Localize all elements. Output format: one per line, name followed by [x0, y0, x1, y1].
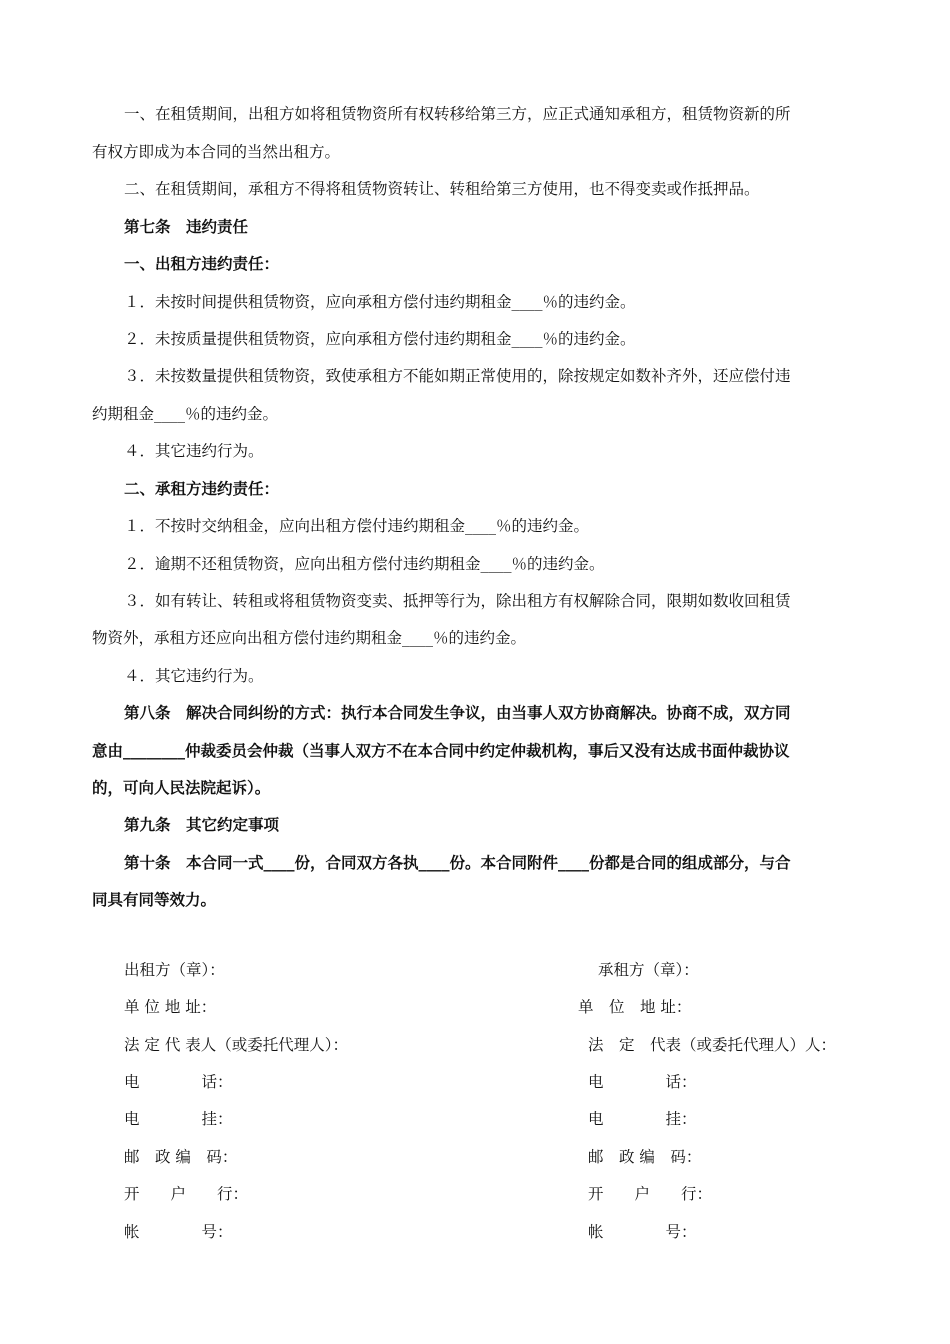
lessor-liability-item-4: ４．其它违约行为。	[124, 442, 264, 460]
lessor-liability-item-1: １．未按时间提供租赁物资，应向承租方偿付违约期租金____％的违约金。	[124, 293, 636, 311]
lessee-phone-label: 电 话：	[588, 1073, 697, 1091]
lessor-cable-label: 电 挂：	[124, 1110, 233, 1128]
article8-line-2: 意由________仲裁委员会仲裁（当事人双方不在本合同中约定仲裁机构，事后又没有达成书面仲裁协议	[92, 742, 790, 760]
article6-item-2: 二、在租赁期间，承租方不得将租赁物资转让、转租给第三方使用，也不得变卖或作抵押品。	[124, 180, 760, 198]
lessee-liability-item-1: １．不按时交纳租金，应向出租方偿付违约期租金____％的违约金。	[124, 517, 590, 535]
lessee-cable-label: 电 挂：	[588, 1110, 697, 1128]
lessor-liability-item-2: ２．未按质量提供租赁物资，应向承租方偿付违约期租金____％的违约金。	[124, 330, 636, 348]
lessor-account-label: 帐 号：	[124, 1223, 233, 1241]
lessee-account-label: 帐 号：	[588, 1223, 697, 1241]
lessee-representative-label: 法 定 代表（或委托代理人）人：	[588, 1036, 837, 1054]
lessor-postcode-label: 邮 政 编 码：	[124, 1148, 238, 1166]
lessor-representative-label: 法 定 代 表人（或委托代理人）：	[124, 1036, 349, 1054]
lessee-liability-item-2: ２．逾期不还租赁物资，应向出租方偿付违约期租金____％的违约金。	[124, 555, 605, 573]
article9-heading: 第九条 其它约定事项	[124, 816, 280, 834]
article8-line-3: 的，可向人民法院起诉）。	[92, 779, 271, 797]
lessor-party-label: 出租方（章）：	[124, 961, 225, 979]
lessor-liability-item-3-line-1: ３．未按数量提供租赁物资，致使承租方不能如期正常使用的，除按规定如数补齐外，还应偿付违	[124, 367, 791, 385]
lessee-party-label: 承租方（章）：	[598, 961, 699, 979]
article6-item-1-line-2: 有权方即成为本合同的当然出租方。	[92, 143, 341, 161]
lessee-address-label: 单 位 地 址：	[578, 998, 692, 1016]
lessor-liability-heading: 一、出租方违约责任：	[124, 255, 280, 273]
article6-item-1-line-1: 一、在租赁期间，出租方如将租赁物资所有权转移给第三方，应正式通知承租方，租赁物资新的所	[124, 105, 791, 123]
article10-line-1: 第十条 本合同一式____份，合同双方各执____份。本合同附件____份都是合同的组成部分，与合	[124, 854, 791, 872]
lessee-liability-item-3-line-1: ３．如有转让、转租或将租赁物资变卖、抵押等行为，除出租方有权解除合同，限期如数收回租赁	[124, 592, 791, 610]
lessor-address-label: 单 位 地 址：	[124, 998, 217, 1016]
article10-line-2: 同具有同等效力。	[92, 891, 217, 909]
lessee-liability-item-4: ４．其它违约行为。	[124, 667, 264, 685]
lessee-liability-heading: 二、承租方违约责任：	[124, 480, 280, 498]
article7-heading: 第七条 违约责任	[124, 218, 249, 236]
lessee-postcode-label: 邮 政 编 码：	[588, 1148, 702, 1166]
lessor-phone-label: 电 话：	[124, 1073, 233, 1091]
article8-line-1: 第八条 解决合同纠纷的方式：执行本合同发生争议，由当事人双方协商解决。协商不成，双方同	[124, 704, 791, 722]
lessor-liability-item-3-line-2: 约期租金____％的违约金。	[92, 405, 279, 423]
lessee-bank-label: 开 户 行：	[588, 1185, 713, 1203]
lessor-bank-label: 开 户 行：	[124, 1185, 249, 1203]
lessee-liability-item-3-line-2: 物资外，承租方还应向出租方偿付违约期租金____％的违约金。	[92, 629, 527, 647]
